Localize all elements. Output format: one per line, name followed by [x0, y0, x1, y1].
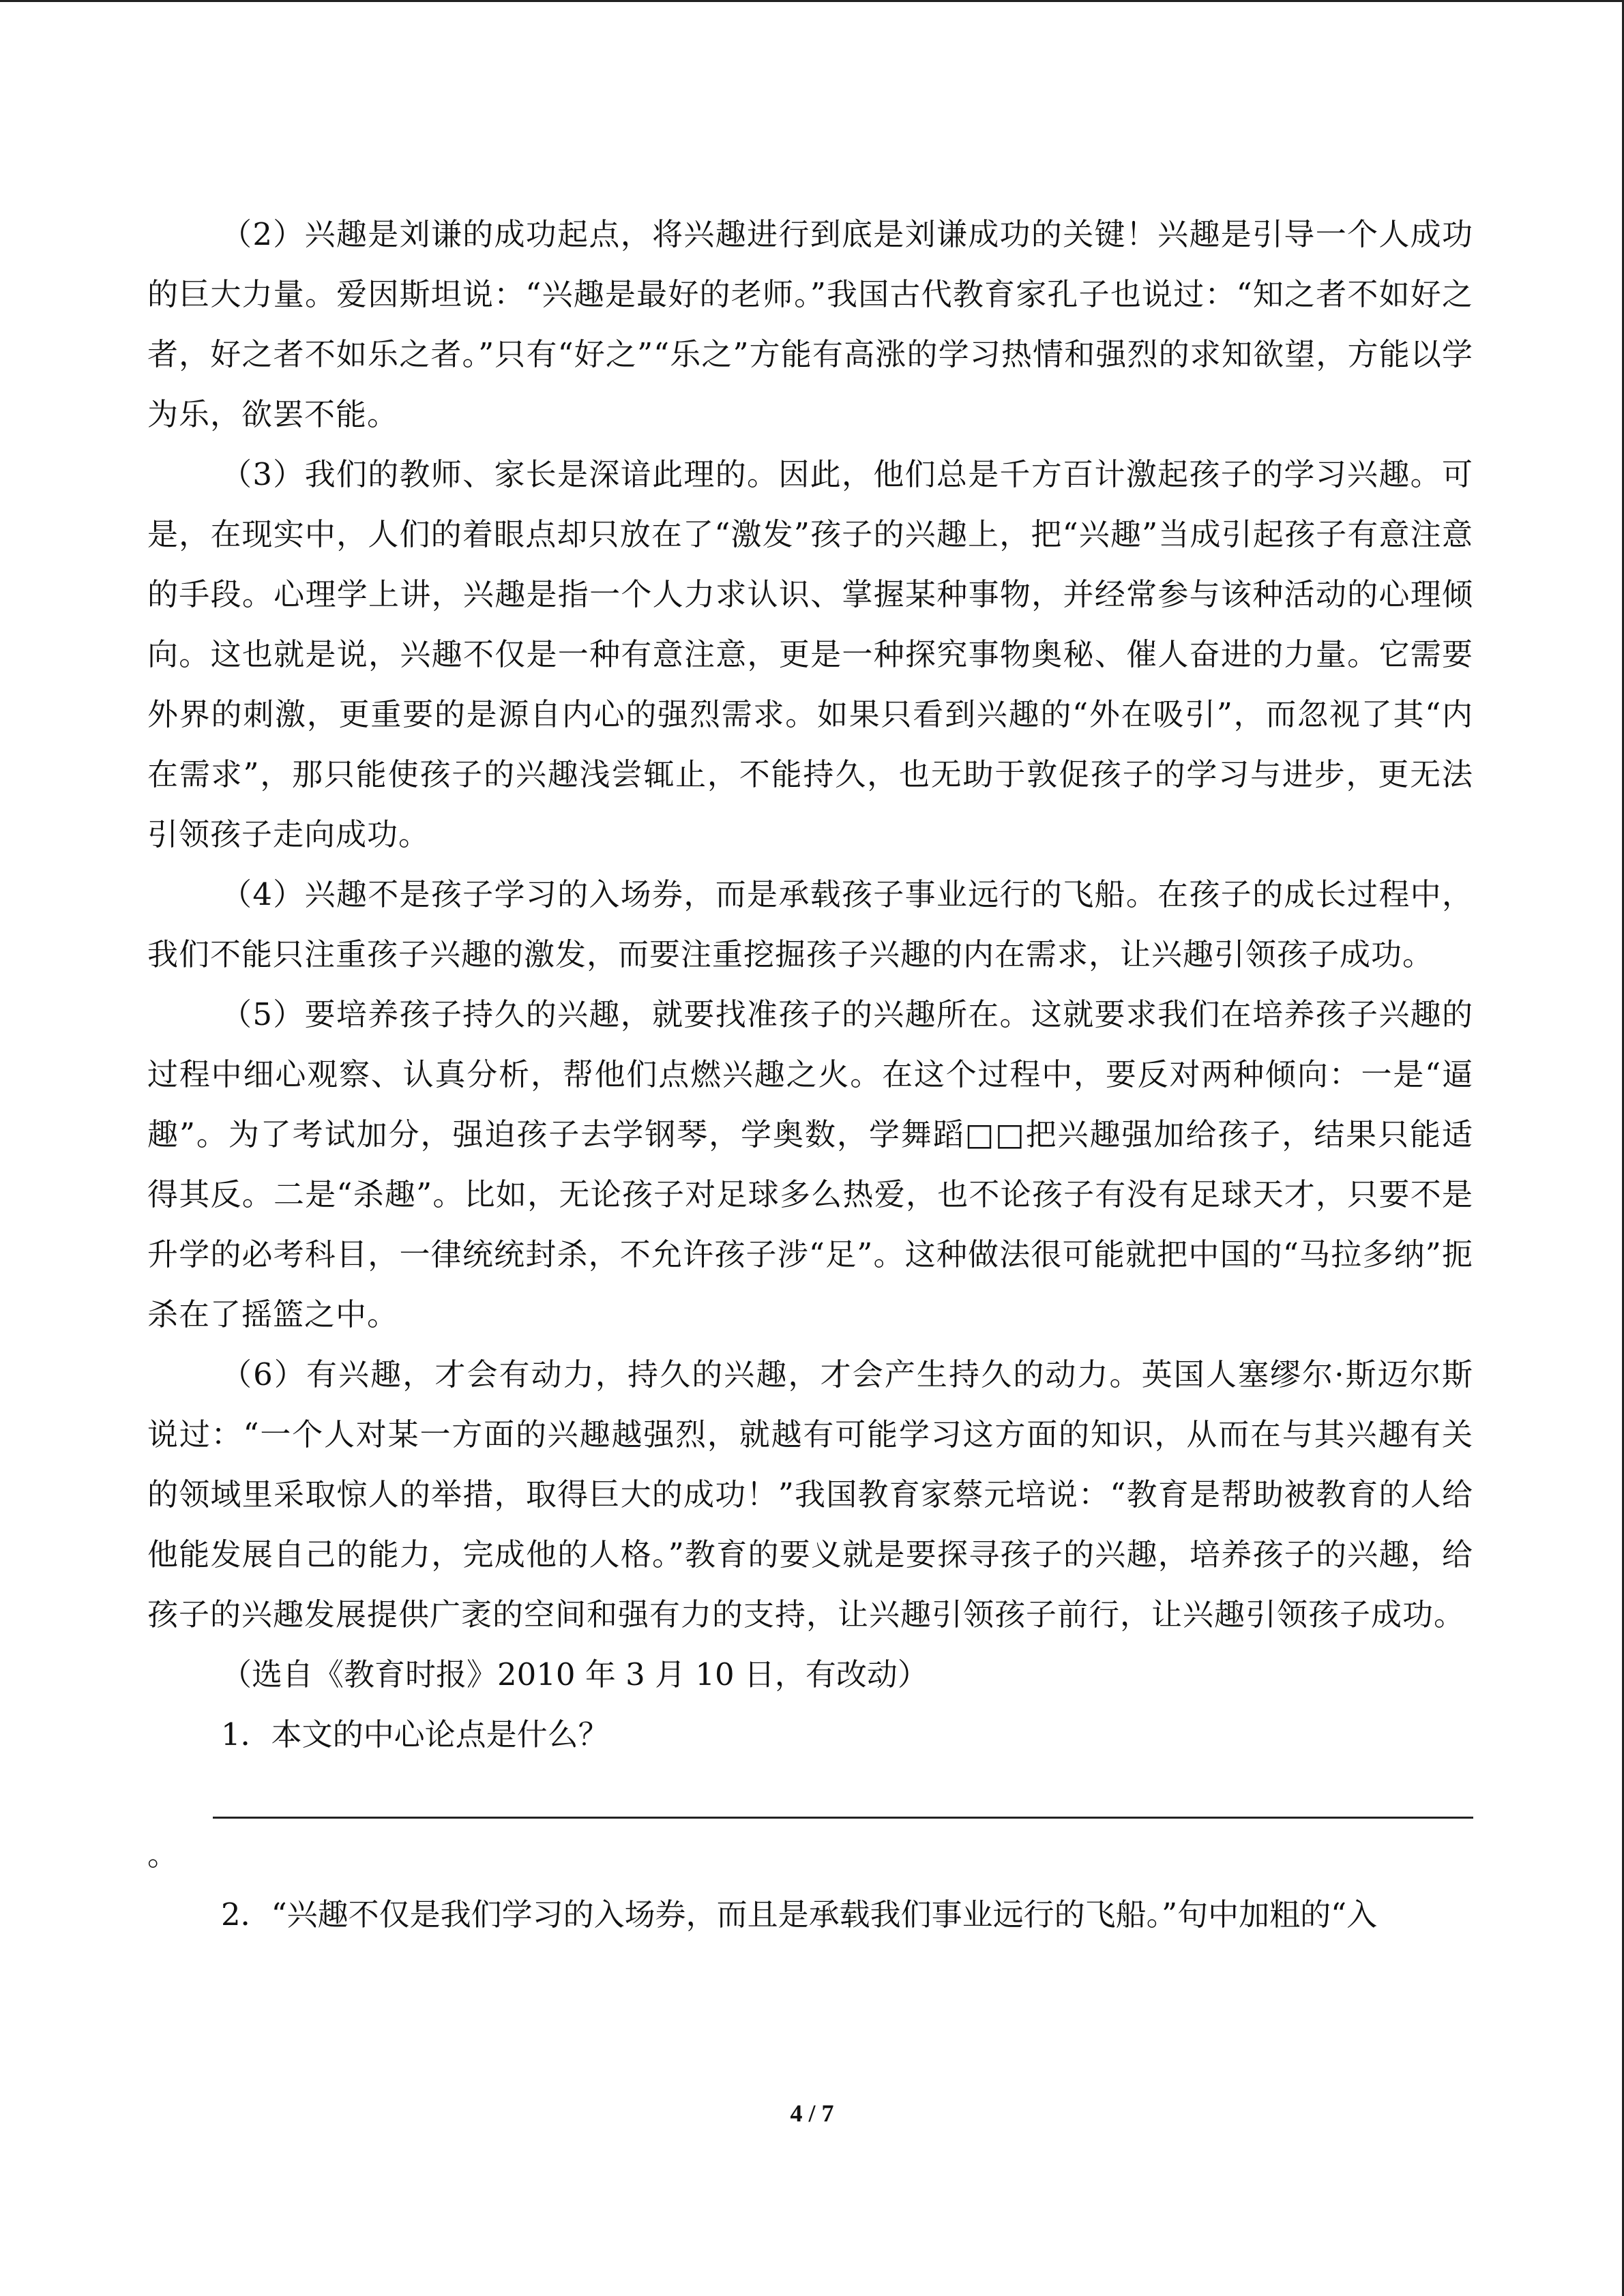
- paragraph-5: （5）要培养孩子持久的兴趣，就要找准孩子的兴趣所在。这就要求我们在培养孩子兴趣的过程中细心观察、认真分析，帮他们点燃兴趣之火。在这个过程中，要反对两种倾向：一是“逼趣”。为了考试加分，强迫孩子去学钢琴，学奥数，学舞蹈□□把兴趣强加给孩子，结果只能适得其反。二是“杀趣”。比如，无论孩子对足球多么热爱，也不论孩子有没有足球天才，只要不是升学的必考科目，一律统统封杀，不允许孩子涉“足”。这种做法很可能就把中国的“马拉多纳”扼杀在了摇篮之中。: [147, 996, 1473, 1332]
- page-number: 4 / 7: [790, 2100, 834, 2127]
- paragraph-2: （2）兴趣是刘谦的成功起点，将兴趣进行到底是刘谦成功的关键！兴趣是引导一个人成功的巨大力量。爱因斯坦说：“兴趣是最好的老师。”我国古代教育家孔子也说过：“知之者不如好之者，好之者不如乐之者。”只有“好之”“乐之”方能有高涨的学习热情和强烈的求知欲望，方能以学为乐，欲罢不能。: [147, 216, 1473, 432]
- paragraph-4: （4）兴趣不是孩子学习的入场券，而是承载孩子事业远行的飞船。在孩子的成长过程中，我们不能只注重孩子兴趣的激发，而要注重挖掘孩子兴趣的内在需求，让兴趣引领孩子成功。: [147, 876, 1473, 972]
- paragraph-3: （3）我们的教师、家长是深谙此理的。因此，他们总是千方百计激起孩子的学习兴趣。可是，在现实中，人们的着眼点却只放在了“激发”孩子的兴趣上，把“兴趣”当成引起孩子有意注意的手段。心理学上讲，兴趣是指一个人力求认识、掌握某种事物，并经常参与该种活动的心理倾向。这也就是说，兴趣不仅是一种有意注意，更是一种探究事物奥秘、催人奋进的力量。它需要外界的刺激，更重要的是源自内心的强烈需求。如果只看到兴趣的“外在吸引”，而忽视了其“内在需求”，那只能使孩子的兴趣浅尝辄止，不能持久，也无助于敦促孩子的学习与进步，更无法引领孩子走向成功。: [147, 456, 1473, 852]
- question-2: 2．“兴趣不仅是我们学习的入场券，而且是承载我们事业远行的飞船。”句中加粗的“入: [221, 1896, 1378, 1933]
- document-body: [147, 205, 1473, 1945]
- answer-area-1: [147, 1765, 1473, 1885]
- answer-period: 。: [147, 1836, 179, 1873]
- question-1: 1．本文的中心论点是什么？: [221, 1716, 609, 1753]
- source-citation: （选自《教育时报》2010 年 3 月 10 日，有改动）: [221, 1656, 928, 1693]
- answer-line: [213, 1817, 1473, 1819]
- paragraph-6: （6）有兴趣，才会有动力，持久的兴趣，才会产生持久的动力。英国人塞缪尔·斯迈尔斯说过：“一个人对某一方面的兴趣越强烈，就越有可能学习这方面的知识，从而在与其兴趣有关的领域里采取惊人的举措，取得巨大的成功！”我国教育家蔡元培说：“教育是帮助被教育的人给他能发展自己的能力，完成他的人格。”教育的要义就是要探寻孩子的兴趣，培养孩子的兴趣，给孩子的兴趣发展提供广袤的空间和强有力的支持，让兴趣引领孩子前行，让兴趣引领孩子成功。: [147, 1356, 1473, 1632]
